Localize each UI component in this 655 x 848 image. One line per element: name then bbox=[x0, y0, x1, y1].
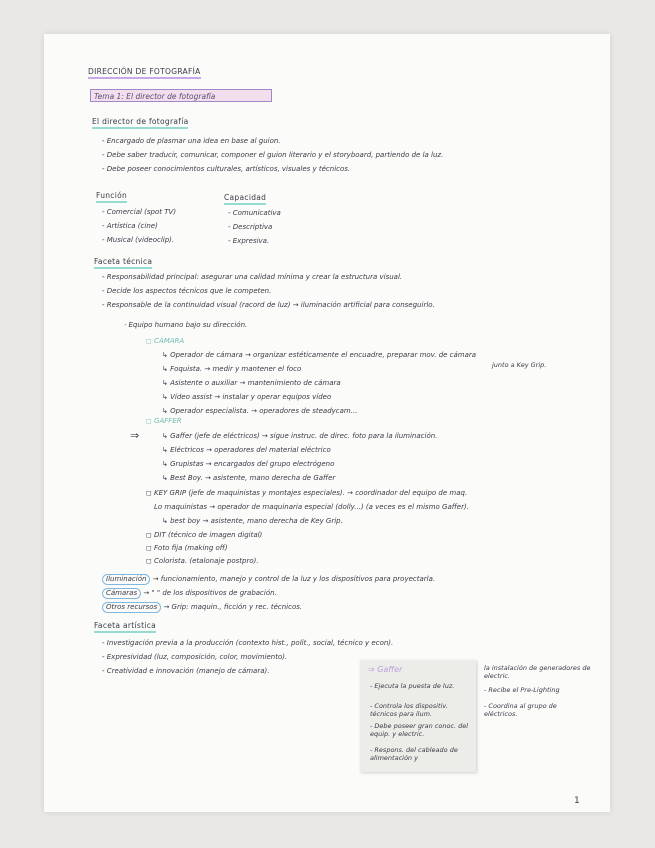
camaras-row bbox=[102, 588, 277, 599]
camara-item: ↳ Operador especialista. → operadores de steadycam... bbox=[162, 407, 358, 415]
hollow-arrow-icon: ⇒ bbox=[130, 429, 140, 442]
foto-fija-line: ◻ Foto fija (making off) bbox=[146, 544, 228, 552]
notebook-page bbox=[44, 34, 610, 812]
camara-side-note: junto a Key Grip. bbox=[492, 361, 547, 369]
list-item: - Expresividad (luz, composición, color, movimiento). bbox=[102, 653, 288, 661]
list-item: - Creatividad e innovación (manejo de cámara). bbox=[102, 667, 270, 675]
faceta-tecnica-heading: Faceta técnica bbox=[94, 258, 152, 269]
faceta-artistica-heading: Faceta artística bbox=[94, 622, 156, 633]
funcion-item: - Musical (videoclip). bbox=[102, 236, 175, 244]
side-column-item: la instalación de generadores de electric. bbox=[484, 664, 591, 680]
sticky-note-item: - Debe poseer gran conoc. del equip. y electric. bbox=[370, 722, 469, 738]
camara-label: ◻ CÁMARA bbox=[146, 337, 185, 345]
sticky-note-item: - Ejecuta la puesta de luz. bbox=[370, 682, 455, 690]
iluminacion-row bbox=[102, 574, 435, 585]
gaffer-item: ↳ Gaffer (jefe de eléctricos) → sigue instruc. de direc. foto para la iluminación. bbox=[162, 432, 438, 440]
page-number: 1 bbox=[574, 796, 580, 806]
camaras-text: → " " de los dispositivos de grabación. bbox=[143, 589, 277, 597]
camara-item: ↳ Foquista. → medir y mantener el foco bbox=[162, 365, 302, 373]
side-column-item: - Coordina al grupo de eléctricos. bbox=[484, 702, 557, 718]
list-item: - Encargado de plasmar una idea en base al guion. bbox=[102, 137, 281, 145]
sticky-note-item: - Respons. del cableado de alimentación y bbox=[370, 746, 458, 762]
list-item: - Debe saber traducir, comunicar, componer el guion literario y el storyboard, partiendo de la luz. bbox=[102, 151, 444, 159]
colorista-line: ◻ Colorista. (etalonaje postpro). bbox=[146, 557, 259, 565]
sticky-note-title: ⇒ Gaffer bbox=[368, 665, 403, 674]
tema-box bbox=[90, 89, 272, 102]
gaffer-label: ◻ GAFFER bbox=[146, 417, 182, 425]
funcion-item: - Artística (cine) bbox=[102, 222, 158, 230]
capacidad-item: - Expresiva. bbox=[228, 237, 270, 245]
camara-item: ↳ Vídeo assist → instalar y operar equipos vídeo bbox=[162, 393, 332, 401]
list-item: - Decide los aspectos técnicos que le competen. bbox=[102, 287, 272, 295]
otros-text: → Grip: maquin., ficción y rec. técnicos. bbox=[163, 603, 303, 611]
sticky-note-item: - Controla los dispositiv. técnicos para ilum. bbox=[370, 702, 448, 718]
capacidad-item: - Comunicativa bbox=[228, 209, 281, 217]
funcion-item: - Comercial (spot TV) bbox=[102, 208, 177, 216]
capacidad-item: - Descriptiva bbox=[228, 223, 273, 231]
otros-pill: Otros recursos bbox=[102, 602, 161, 613]
capacidad-heading: Capacidad bbox=[224, 194, 266, 205]
keygrip-item: Lo maquinistas → operador de maquinaria especial (dolly...) (a veces es el mismo Gaffer). bbox=[154, 503, 469, 511]
gaffer-item: ↳ Grupistas → encargados del grupo electrógeno bbox=[162, 460, 335, 468]
list-item: - Investigación previa a la producción (contexto hist., polít., social, técnico y econ). bbox=[102, 639, 394, 647]
tema-label: Tema 1: El director de fotografía bbox=[94, 92, 216, 101]
iluminacion-text: → funcionamiento, manejo y control de la luz y los dispositivos para proyectarla. bbox=[152, 575, 436, 583]
keygrip-item: ↳ best boy → asistente, mano derecha de Key Grip. bbox=[162, 517, 343, 525]
list-item: - Responsable de la continuidad visual (racord de luz) → iluminación artificial para conseguirlo. bbox=[102, 301, 435, 309]
gaffer-item: ↳ Eléctricos → operadores del material eléctrico bbox=[162, 446, 331, 454]
page-title: DIRECCIÓN DE FOTOGRAFÍA bbox=[88, 68, 201, 79]
list-item: - Debe poseer conocimientos culturales, artísticos, visuales y técnicos. bbox=[102, 165, 351, 173]
camara-item: ↳ Asistente o auxiliar → mantenimiento de cámara bbox=[162, 379, 341, 387]
dit-line: ◻ DIT (técnico de imagen digital) bbox=[146, 531, 263, 539]
funcion-heading: Función bbox=[96, 192, 127, 203]
section-heading-director: El director de fotografía bbox=[92, 118, 188, 129]
side-column-item: - Recibe el Pre-Lighting bbox=[484, 686, 560, 694]
equipo-line: · Equipo humano bajo su dirección. bbox=[124, 321, 248, 329]
camara-item: ↳ Operador de cámara → organizar estéticamente el encuadre, preparar mov. de cámara bbox=[162, 351, 477, 359]
iluminacion-pill: Iluminación bbox=[102, 574, 150, 585]
sticky-note bbox=[360, 660, 476, 772]
camaras-pill: Cámaras bbox=[102, 588, 141, 599]
otros-row bbox=[102, 602, 302, 613]
list-item: - Responsabilidad principal: asegurar una calidad mínima y crear la estructura visual. bbox=[102, 273, 403, 281]
keygrip-label: ◻ KEY GRIP (jefe de maquinistas y montajes especiales). → coordinador del equipo de maq. bbox=[146, 489, 468, 497]
gaffer-item: ↳ Best Boy. → asistente, mano derecha de Gaffer bbox=[162, 474, 336, 482]
